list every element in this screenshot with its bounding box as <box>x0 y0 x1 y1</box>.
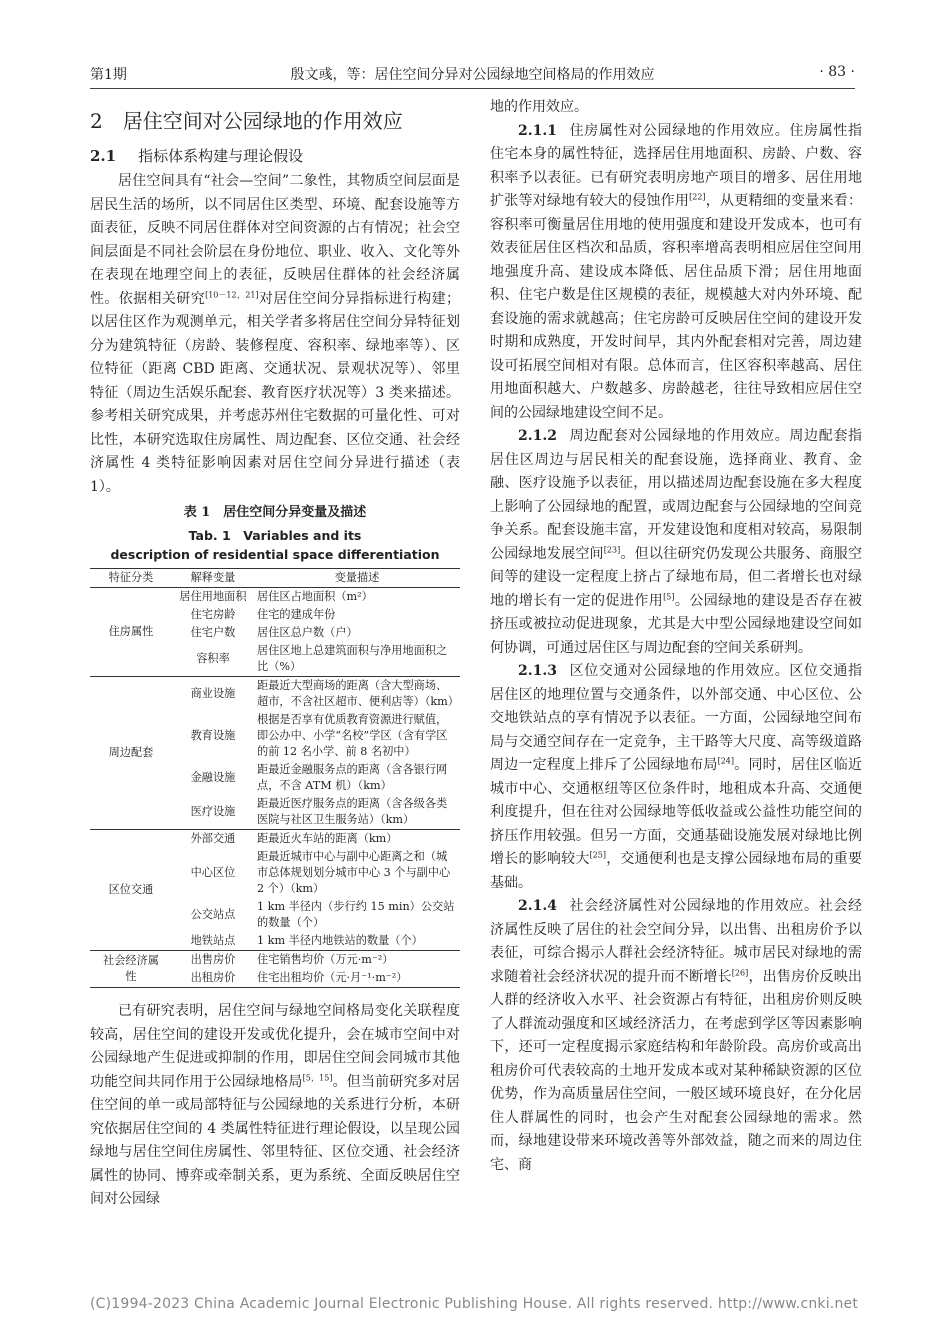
paragraph: 2.1.1 住房属性对公园绿地的作用效应。住房属性指住宅本身的属性特征，选择居住用地面积、房龄、户数、容积率予以表征。已有研究表明房地产项目的增多、居住用地扩张等对绿地有较大的侵蚀作用[22]，从更精细的变量来看：容积率可衡量居住用地的使用强度和建设开发成本，也可有效表征居住区档次和品质，容积率增高表明相应居住空间用地强度升高、建设成本降低、居住品质下滑；居住用地面积、住宅户数是住区规模的表征，规模越大对内外环境、配套设施的需求就越高；住宅房龄可反映居住空间的建设开发时期和成熟度，开发时间早，其内外配套相对完善，周边建设可拓展空间相对有限。总体而言，住区容积率越高、居住用地面积越大、户数越多、房龄越老，往往导致相应居住空间的公园绿地建设空间不足。 <box>490 122 863 421</box>
citation[interactable]: [22] <box>689 192 706 202</box>
table-variable: 医疗设施 <box>190 805 236 818</box>
table-description: 距最近城市中心与副中心距离之和（城市总体规划划分城市中心 3 个与副中心 2 个）（km） <box>257 850 451 895</box>
table-description: 距最近医疗服务点的距离（含各级各类医院与社区卫生服务站）（km） <box>257 797 448 826</box>
table-description: 距最近大型商场的距离（含大型商场、超市，不含社区超市、便利店等）（km） <box>257 679 459 708</box>
running-title: 殷文彧，等：居住空间分异对公园绿地空间格局的作用效应 <box>290 67 655 83</box>
table-row <box>90 588 460 607</box>
table-category: 住房属性 <box>108 625 154 638</box>
issue-number: 第1期 <box>90 67 127 83</box>
section-heading: 2 居住空间对公园绿地的作用效应 <box>90 109 403 133</box>
subsubsection-title: 区位交通对公园绿地的作用效应。 <box>568 663 790 679</box>
table-variable: 容积率 <box>196 652 230 665</box>
citation[interactable]: [5，15] <box>302 1072 333 1082</box>
table-variable: 住宅房龄 <box>190 608 236 621</box>
table-caption-en-1: Tab. 1 Variables and its <box>188 528 362 543</box>
variables-table <box>90 568 460 988</box>
table-caption-en-2: description of residential space differentiation <box>110 547 440 562</box>
table-description: 居住区占地面积（m²） <box>257 590 373 603</box>
table-variable: 中心区位 <box>190 866 236 879</box>
table-variable: 出售房价 <box>190 953 236 966</box>
table-description: 居住区地上总建筑面积与净用地面积之比（%） <box>257 644 448 673</box>
table-description: 居住区总户数（户） <box>257 626 358 639</box>
table-variable: 地铁站点 <box>190 934 236 947</box>
table-row <box>90 951 460 970</box>
table-header: 解释变量 <box>190 571 236 584</box>
table-description: 1 km 半径内地铁站的数量（个） <box>257 934 423 947</box>
table-header: 特征分类 <box>108 571 154 584</box>
paragraph: 居住空间具有“社会—空间”二象性，其物质空间层面是居民生活的场所，以不同居住区类型、环境、配套设施等方面表征，反映不同居住群体对空间资源的占有情况；社会空间层面是不同社会阶层在身份地位、职业、收入、文化等外在表现在地理空间上的表征，反映居住群体的社会经济属性。依据相关研究[10－12，21]对居住空间分异指标进行构建；以居住区作为观测单元，相关学者多将居住空间分异特征划分为建筑特征（房龄、装修程度、容积率、绿地率等）、区位特征（距离 CBD 距离、交通状况、景观状况等）、邻里特征（周边生活娱乐配套、教育医疗状况等）3 类来描述。参考相关研究成果，并考虑苏州住宅数据的可量化性、可对比性，本研究选取住房属性、周边配套、区位交通、社会经济属性 4 类特征影响因素对居住空间分异进行描述（表 1）。 <box>90 173 461 495</box>
table-category: 区位交通 <box>108 883 154 896</box>
subsubsection-title: 周边配套对公园绿地的作用效应。 <box>568 428 790 444</box>
table-header-row <box>90 569 460 588</box>
table-category: 社会经济属性 <box>103 954 159 983</box>
page-number: · 83 · <box>819 64 855 80</box>
table-variable: 教育设施 <box>190 729 236 742</box>
subsubsection-title: 社会经济属性对公园绿地的作用效应。 <box>568 898 819 914</box>
copyright-footer: (C)1994-2023 China Academic Journal Electronic Publishing House. All rights reserved. http://www.cnki.net <box>90 1296 859 1312</box>
table-description: 1 km 半径内（步行约 15 min）公交站的数量（个） <box>257 900 455 929</box>
subsection-heading: 2.1 指标体系构建与理论假设 <box>90 147 304 165</box>
citation[interactable]: [10－12，21] <box>205 289 259 299</box>
citation[interactable]: [23] <box>603 544 621 554</box>
paragraph: 2.1.3 区位交通对公园绿地的作用效应。区位交通指居住区的地理位置与交通条件，以外部交通、中心区位、公交地铁站点的享有情况予以表征。一方面，公园绿地空间布局与交通空间存在一定竞争，主干路等大尺度、高等级道路周边一定程度上排斥了公园绿地布局[24]。同时，居住区临近城市中心、交通枢纽等区位条件时，地租成本升高、交通便利度提升，但在往对公园绿地等低收益或公益性功能空间的挤压作用较强。但另一方面，交通基础设施发展对绿地比例增长的影响较大[25]，交通便利也是支撑公园绿地布局的重要基础。 <box>490 663 863 891</box>
table-header: 变量描述 <box>334 571 380 584</box>
paragraph: 已有研究表明，居住空间与绿地空间格局变化关联程度较高，居住空间的建设开发或优化提升，会在城市空间中对公园绿地产生促进或抑制的作用，即居住空间会同城市其他功能空间共同作用于公园绿地格局[5，15]。但当前研究多对居住空间的单一或局部特征与公园绿地的关系进行分析，本研究依据居住空间的 4 类属性特征进行理论假设，以呈现公园绿地与居住空间住房属性、邻里特征、区位交通、社会经济属性的协同、博弈或牵制关系，更为系统、全面反映居住空间对公园绿 <box>90 1003 461 1207</box>
table-variable: 住宅户数 <box>190 626 236 639</box>
table-description: 根据是否享有优质教育资源进行赋值，即公办中、小学“名校”学区（含有学区的前 12 名小学、前 8 名初中） <box>257 713 448 758</box>
table-row <box>90 830 460 849</box>
table-description: 住宅销售均价（万元·m⁻²） <box>257 953 394 966</box>
table-variable: 商业设施 <box>190 687 236 700</box>
citation[interactable]: [5] <box>663 591 675 601</box>
table-row <box>90 677 460 712</box>
subsubsection-title: 住房属性对公园绿地的作用效应。 <box>568 122 790 139</box>
paragraph: 地的作用效应。 <box>490 99 588 115</box>
citation[interactable]: [26] <box>731 967 749 977</box>
right-column <box>490 96 862 1177</box>
citation[interactable]: [24] <box>717 756 734 766</box>
header-rule <box>90 88 855 89</box>
left-column <box>90 96 460 1212</box>
paragraph: 2.1.2 周边配套对公园绿地的作用效应。周边配套指居住区周边与居民相关的配套设施，选择商业、教育、金融、医疗设施予以表征，用以描述周边配套设施在多大程度上影响了公园绿地的配置，或周边配套与公园绿地的空间竞争关系。配套设施丰富，开发建设饱和度相对较高，易限制公园绿地发展空间[23]。但以往研究仍发现公共服务、商服空间等的建设一定程度上挤占了绿地布局，但二者增长也对绿地的增长有一定的促进作用[5]。公园绿地的建设是否存在被挤压或被拉动促进现象，尤其是大中型公园绿地建设空间如何协调，可通过居住区与周边配套的空间关系研判。 <box>490 428 863 656</box>
table-category: 周边配套 <box>108 746 154 759</box>
table-variable: 外部交通 <box>190 832 236 845</box>
table-variable: 居住用地面积 <box>179 590 247 603</box>
table-variable: 公交站点 <box>190 908 236 921</box>
table-description: 住宅的建成年份 <box>257 608 336 621</box>
citation[interactable]: [25] <box>589 850 606 860</box>
table-variable: 金融设施 <box>190 771 236 784</box>
table-description: 住宅出租均价（元·月⁻¹·m⁻²） <box>257 971 408 984</box>
running-header <box>90 64 855 90</box>
table-variable: 出租房价 <box>190 971 236 984</box>
table-description: 距最近火车站的距离（km） <box>257 832 398 845</box>
table-caption-cn: 表 1 居住空间分异变量及描述 <box>183 505 367 520</box>
table-description: 距最近金融服务点的距离（含各银行网点，不含 ATM 机）（km） <box>257 763 448 792</box>
paragraph: 2.1.4 社会经济属性对公园绿地的作用效应。社会经济属性反映了居住的社会空间分异，以出售、出租房价予以表征，可综合揭示人群社会经济特征。城市居民对绿地的需求随着社会经济状况的提升而不断增长[26]，出售房价反映出人群的经济收入水平、社会资源占有特征，出租房价则反映了人群流动强度和区域经济活力，在考虑到学区等因素影响下，还可一定程度揭示家庭结构和年龄阶段。高房价或高出租房价可代表较高的土地开发成本或对某种稀缺资源的区位优势，作为高质量居住空间，一般区域环境良好，在分化居住人群属性的同时，也会产生对配套公园绿地的需求。然而，绿地建设带来环境改善等外部效益，随之而来的周边住宅、商 <box>490 898 863 1173</box>
